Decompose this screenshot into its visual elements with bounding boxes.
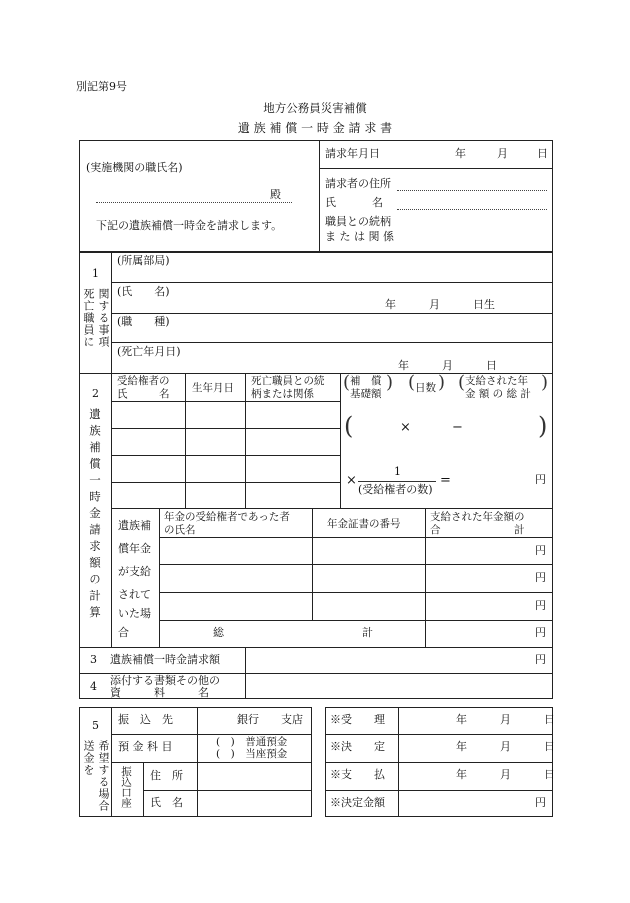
birth-date: 年 月 日生 — [385, 298, 495, 311]
job-label: (職 種) — [117, 315, 170, 328]
title-line-2: 遺 族 補 償 一 時 金 請 求 書 — [237, 121, 393, 135]
pension-side-6: 合 — [118, 626, 129, 639]
section4-label-a: 添付する書類その他の — [110, 674, 220, 687]
pension-total-b: 計 — [362, 626, 373, 639]
col-recipient-b: 氏 名 — [117, 388, 170, 400]
futsu-option[interactable]: ( ) 普通預金 — [216, 736, 288, 748]
name-field[interactable] — [397, 209, 547, 210]
death-date: 年 月 日 — [398, 359, 497, 372]
form-number: 別記第9号 — [76, 80, 127, 93]
pension-side-3: が支給 — [118, 565, 151, 578]
section3-yen: 円 — [535, 653, 546, 666]
section4-number: 4 — [90, 680, 97, 693]
dono-label: 殿 — [270, 188, 281, 201]
nissu-label: 日数 — [415, 382, 436, 394]
furikomi-label: 振 込 先 — [118, 713, 173, 726]
section4-label-b: 資 料 名 — [110, 686, 209, 699]
pension-col-amount-a: 支給された年金額の — [430, 511, 525, 523]
name-label-a: 氏 — [325, 196, 336, 209]
hosho-kiso-a: 補 償 — [350, 375, 382, 387]
relation-label-a: 職員との続柄 — [325, 215, 391, 228]
date-month: 月 — [497, 147, 508, 160]
kamoku-label: 預 金 科 目 — [118, 740, 173, 753]
formula-equals: = — [440, 473, 451, 488]
pension-total-a: 総 — [213, 626, 224, 639]
koza-address-label: 住 所 — [150, 769, 183, 782]
section3-label: 遺族補償一時金請求額 — [110, 653, 220, 666]
formula-times-2: × — [346, 473, 357, 488]
formula-minus: − — [452, 420, 463, 435]
agency-label: (実施機関の職氏名) — [86, 161, 183, 174]
death-label: (死亡年月日) — [117, 345, 181, 358]
pension-side-1: 遺族補 — [118, 519, 151, 532]
formula-times: × — [400, 420, 411, 435]
date-day: 日 — [537, 147, 548, 160]
deceased-name-label: (氏 名) — [117, 285, 170, 298]
bank-branch: 銀行 支店 — [237, 713, 303, 726]
request-text: 下記の遺族補償一時金を請求します。 — [96, 219, 283, 232]
pension-total-yen: 円 — [535, 626, 546, 639]
pension-side-2: 償年金 — [118, 542, 151, 555]
pension-col-cert: 年金証書の番号 — [327, 518, 401, 530]
col-relation-a: 死亡職員との続 — [251, 375, 325, 387]
col-relation-b: 柄または関係 — [251, 388, 314, 400]
section1-number: 1 — [92, 267, 99, 280]
office-amount-label: ※決定金額 — [330, 796, 385, 809]
address-field[interactable] — [397, 190, 547, 191]
koza-name-label: 氏 名 — [150, 796, 183, 809]
section1-side-b: 関する事項 — [97, 288, 110, 348]
col-birthdate: 生年月日 — [192, 382, 234, 394]
address-label: 請求者の住所 — [325, 177, 391, 190]
pension-side-4: されて — [118, 588, 151, 601]
pension-side-5: いた場 — [118, 607, 151, 620]
section3-number: 3 — [90, 653, 97, 666]
date-label: 請求年月日 — [325, 147, 380, 160]
office-kettei-label: ※決 定 — [330, 740, 385, 753]
pension-row2-yen: 円 — [535, 571, 546, 584]
section5-number: 5 — [92, 719, 99, 732]
pension-col-name-b: の氏名 — [164, 524, 196, 536]
office-juri-label: ※受 理 — [330, 713, 385, 726]
toza-option[interactable]: ( ) 当座預金 — [216, 748, 288, 760]
pension-row1-yen: 円 — [535, 544, 546, 557]
title-line-1: 地方公務員災害補償 — [263, 101, 367, 115]
shikyu-total-b: 金 額 の 総 計 — [465, 388, 531, 400]
office-amount-yen: 円 — [535, 796, 546, 809]
pension-col-name-a: 年金の受給権者であった者 — [164, 511, 290, 523]
section2-side: 遺族補償一時金請求額の計算 — [88, 408, 102, 623]
office-juri-date: 年 月 日 — [456, 713, 555, 726]
formula-denominator: (受給権者の数) — [358, 483, 433, 496]
hosho-kiso-b: 基礎額 — [350, 388, 382, 400]
office-shiharai-date: 年 月 日 — [456, 768, 555, 781]
col-recipient-a: 受給権者の — [117, 375, 170, 387]
office-kettei-date: 年 月 日 — [456, 740, 555, 753]
date-year: 年 — [455, 147, 466, 160]
section1-side-a: 死亡職員に — [82, 288, 95, 348]
section5-side-a: 送金を — [82, 740, 95, 776]
name-label-b: 名 — [372, 196, 383, 209]
koza-side: 振込口座 — [120, 766, 132, 808]
office-shiharai-label: ※支 払 — [330, 768, 385, 781]
pension-row3-yen: 円 — [535, 599, 546, 612]
dept-label: (所属部局) — [117, 254, 170, 267]
pension-col-amount-b: 合 計 — [430, 524, 525, 536]
section2-number: 2 — [92, 387, 99, 400]
formula-yen: 円 — [535, 473, 546, 486]
section5-side-b: 希望する場合 — [97, 740, 110, 812]
formula-numerator: 1 — [394, 465, 401, 478]
header-box — [79, 140, 553, 252]
shikyu-total-a: 支給された年 — [465, 375, 528, 387]
relation-label-b: ま た は 関 係 — [325, 230, 394, 243]
